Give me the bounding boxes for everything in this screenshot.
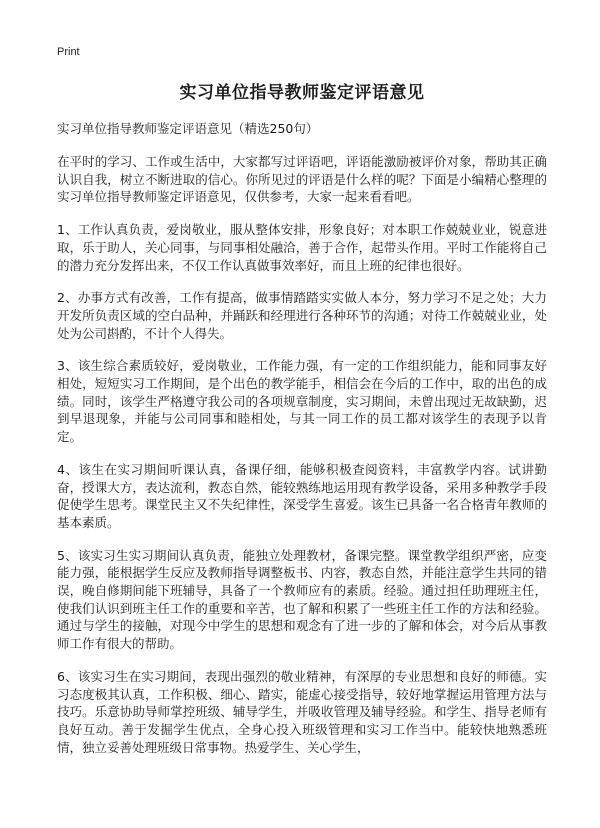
document-page xyxy=(57,78,547,771)
intro-paragraph: 在平时的学习、工作或生活中，大家都写过评语吧，评语能激励被评价对象，帮助其正确认识自我，树立不断进取的信心。你所见过的评语是什么样的呢？下面是小编精心整理的实习单位指导教师鉴定评语意见，仅供参考，大家一起来看看吧。 xyxy=(57,154,547,205)
comment-paragraph-6: 6、该实习生在实习期间，表现出强烈的敬业精神，有深厚的专业思想和良好的师德。实习态度极其认真，工作积极、细心、踏实，能虚心接受指导，较好地掌握运用管理方法与技巧。乐意协助导师掌控班级、辅导学生，并吸收管理及辅导经验。和学生、指导老师有良好互动。善于发掘学生优点，全身心投入班级管理和实习工作当中。能较快地熟悉班情，独立妥善处理班级日常事物。热爱学生、关心学生， xyxy=(57,668,547,755)
document-subtitle: 实习单位指导教师鉴定评语意见（精选250句） xyxy=(57,121,319,136)
print-link[interactable]: Print xyxy=(57,46,80,58)
comment-paragraph-2: 2、办事方式有改善，工作有提高，做事情踏踏实实做人本分，努力学习不足之处；大力开发所负责区域的空白品种，并踊跃和经理进行各种环节的沟通；对待工作兢兢业业，处处为公司斟酌，不计个人得失。 xyxy=(57,290,547,341)
document-title: 实习单位指导教师鉴定评语意见 xyxy=(179,83,425,103)
comment-paragraph-3: 3、该生综合素质较好，爱岗敬业，工作能力强，有一定的工作组织能力，能和同事友好相处，短短实习工作期间，是个出色的教学能手，相信会在今后的工作中，取的出色的成绩。同时，该学生严格遵守我公司的各项规章制度，实习期间，未曾出现过无故缺勤，迟到早退现象，并能与公司同事和睦相处，与其一同工作的员工都对该学生的表现予以肯定。 xyxy=(57,358,547,445)
comment-paragraph-1: 1、工作认真负责，爱岗敬业，服从整体安排，形象良好；对本职工作兢兢业业，锐意进取，乐于助人，关心同事，与同事相处融洽，善于合作，起带头作用。平时工作能将自己的潜力充分发挥出来，不仅工作认真做事效率好，而且上班的纪律也很好。 xyxy=(57,222,547,273)
comment-paragraph-4: 4、该生在实习期间听课认真，备课仔细，能够积极查阅资料，丰富教学内容。试讲勤奋，授课大方，表达流利，教态自然，能较熟练地运用现有教学设备，采用多种教学手段促使学生思考。课堂民主又不失纪律性，深受学生喜爱。该生已具备一名合格青年教师的基本素质。 xyxy=(57,461,547,530)
comment-paragraph-5: 5、该实习生实习期间认真负责，能独立处理教材，备课完整。课堂教学组织严密，应变能力强，能根据学生反应及教师指导调整板书、内容，教态自然，并能注意学生共同的错误，晚自修期间能下班辅导，具备了一个教师应有的素质。经验。通过担任助理班主任，使我们认识到班主任工作的重要和辛苦，也了解和积累了一些班主任工作的方法和经验。通过与学生的接触，对现今中学生的思想和观念有了进一步的了解和体会，对今后从事教师工作有很大的帮助。 xyxy=(57,547,547,652)
